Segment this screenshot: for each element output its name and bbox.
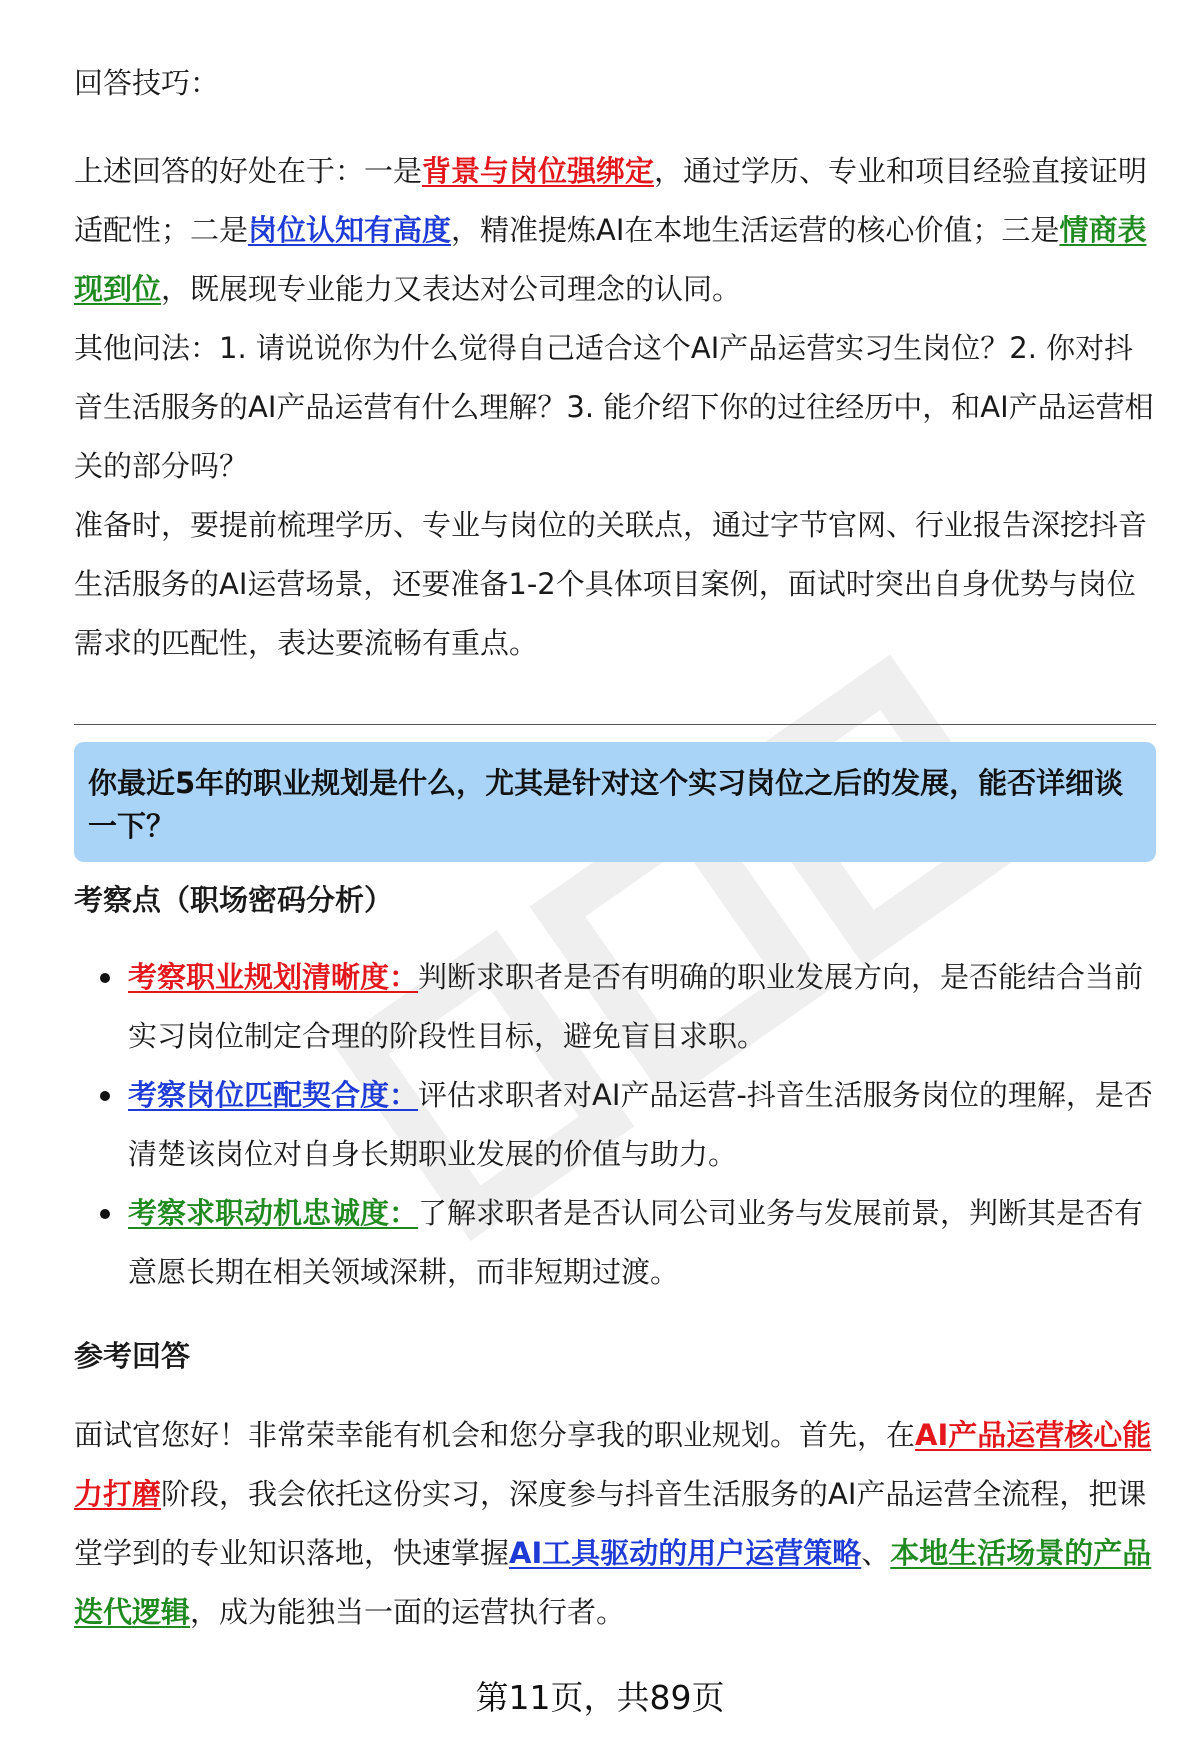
highlight-eq: 情商表现到位 [74,213,1147,306]
page-number: 第11页，共89页 [475,1678,725,1717]
preparation-paragraph: 准备时，要提前梳理学历、专业与岗位的关联点，通过字节官网、行业报告深挖抖音生活服务的AI运营场景，还要准备1-2个具体项目案例，面试时突出自身优势与岗位需求的匹配性，表达要流畅有重点。 [74,508,1148,660]
list-item [74,948,1156,1066]
answer-text-3: 、 [861,1536,891,1570]
highlight-iteration-logic: 本地生活场景的产品迭代逻辑 [74,1536,1152,1629]
point-text: 评估求职者对AI产品运营-抖音生活服务岗位的理解，是否清楚该岗位对自身长期职业发展的价值与助力。 [128,1078,1153,1171]
tips-text-2: ，通过学历、专业和项目经验直接证明适配性；二是 [74,154,1148,247]
list-item [74,1184,1156,1302]
reference-answer-block [74,1406,1156,1642]
list-item [74,1066,1156,1184]
tips-paragraph [74,142,1156,319]
tips-text-3: ，精准提炼AI在本地生活运营的核心价值；三是 [451,213,1060,247]
highlight-background-fit: 背景与岗位强绑定 [422,154,655,188]
intro-label: 回答技巧： [74,66,220,100]
section-divider [74,724,1156,725]
answer-tips-block [74,142,1156,673]
bullet-icon [100,1209,110,1219]
answer-text-1: 面试官您好！非常荣幸能有机会和您分享我的职业规划。首先，在 [74,1418,916,1452]
point-text: 了解求职者是否认同公司业务与发展前景，判断其是否有意愿长期在相关领域深耕，而非短期过渡。 [128,1196,1144,1289]
assessment-points-title: 考察点（职场密码分析） [74,883,394,917]
point-label: 考察职业规划清晰度： [128,960,419,994]
question-box [74,742,1156,862]
assessment-points-list [74,948,1156,1302]
tips-text-4: ，既展现专业能力又表达对公司理念的认同。 [161,272,742,306]
tips-text-1: 上述回答的好处在于：一是 [74,154,423,188]
reference-answer-paragraph [74,1406,1156,1642]
highlight-role-insight: 岗位认知有高度 [248,213,452,247]
reference-answer-title: 参考回答 [74,1339,191,1373]
question-text: 你最近5年的职业规划是什么，尤其是针对这个实习岗位之后的发展，能否详细谈一下？ [88,766,1124,843]
bullet-icon [100,1091,110,1101]
highlight-core-ability: AI产品运营核心能力打磨 [74,1418,1152,1511]
other-questions-paragraph: 其他问法：1. 请说说你为什么觉得自己适合这个AI产品运营实习生岗位？2. 你对抖音生活服务的AI产品运营有什么理解？3. 能介绍下你的过往经历中，和AI产品运营相关的部分吗？ [74,331,1154,483]
point-label: 考察求职动机忠诚度： [128,1196,419,1230]
answer-text-2: 阶段，我会依托这份实习，深度参与抖音生活服务的AI产品运营全流程，把课堂学到的专业知识落地，快速掌握 [74,1477,1147,1570]
bullet-icon [100,973,110,983]
answer-text-4: ，成为能独当一面的运营执行者。 [190,1595,626,1629]
highlight-ai-strategy: AI工具驱动的用户运营策略 [509,1536,862,1570]
point-text: 判断求职者是否有明确的职业发展方向，是否能结合当前实习岗位制定合理的阶段性目标，避免盲目求职。 [128,960,1144,1053]
point-label: 考察岗位匹配契合度： [128,1078,419,1112]
